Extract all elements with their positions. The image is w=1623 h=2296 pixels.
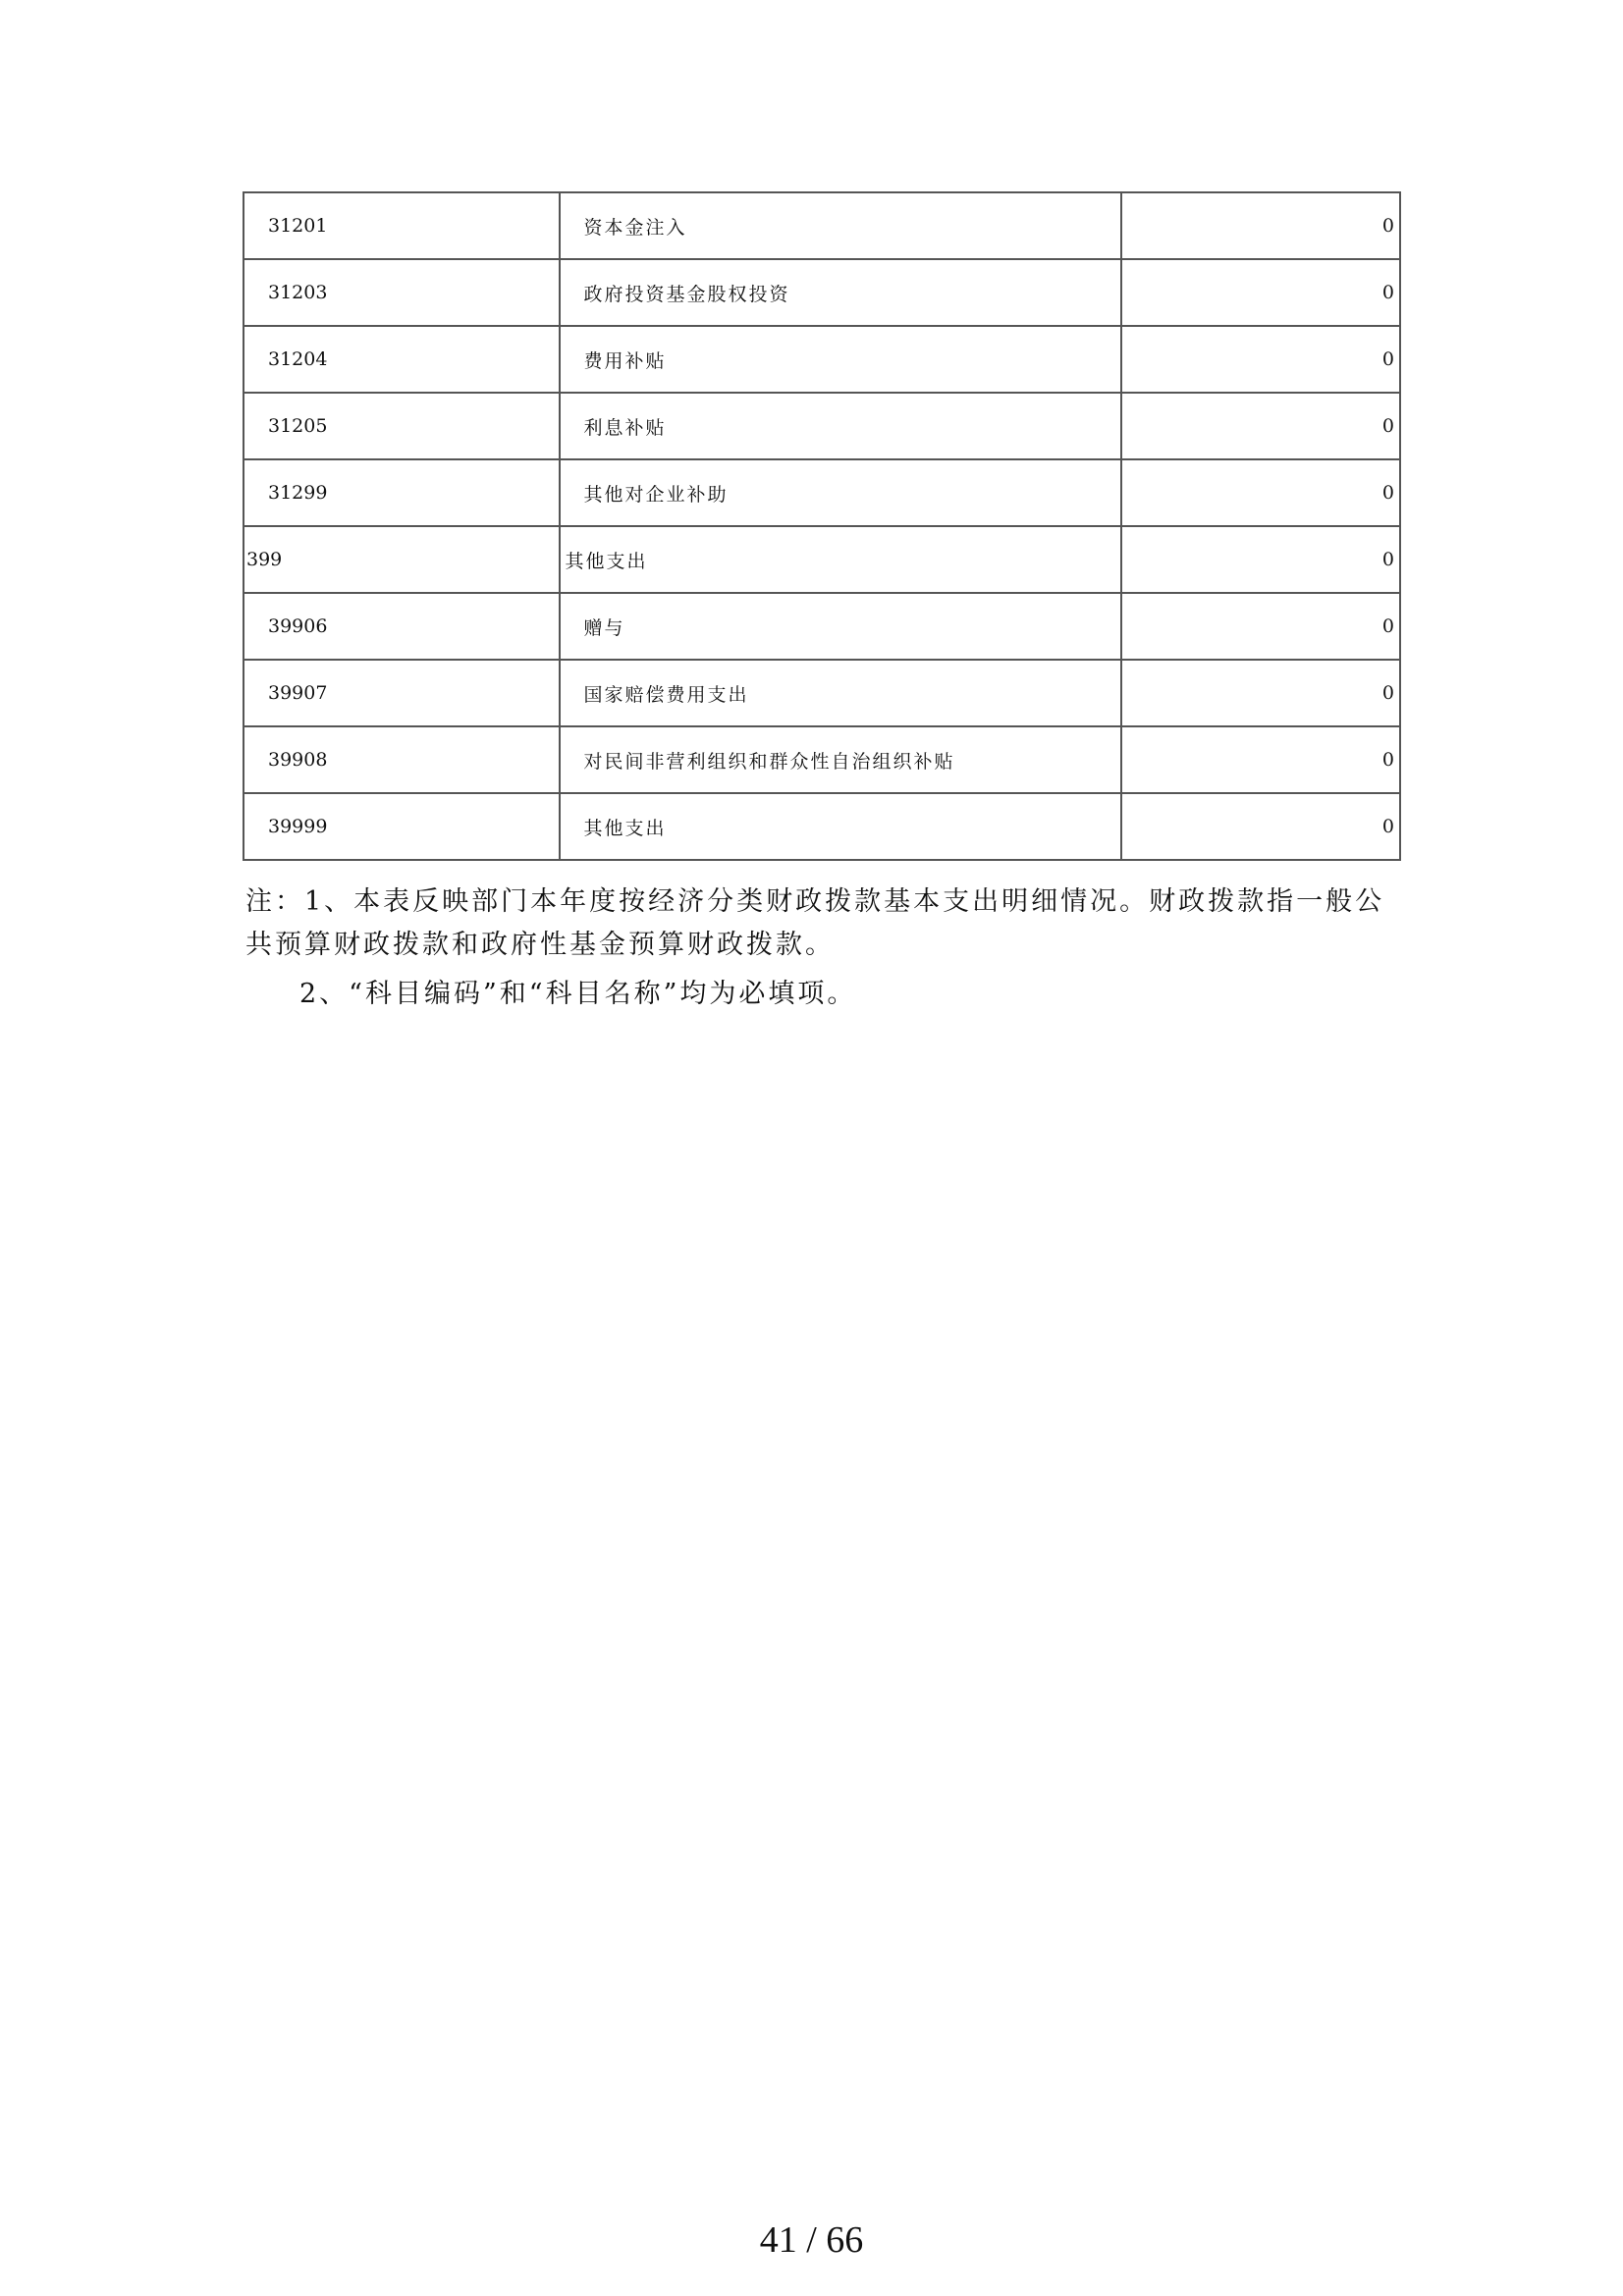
- table-row: [243, 660, 1400, 726]
- note-2: 2、“科目编码”和“科目名称”均为必填项。: [299, 979, 857, 1009]
- amount-cell: 0: [1121, 526, 1401, 593]
- subject-name-cell: 对民间非营利组织和群众性自治组织补贴: [560, 726, 1121, 793]
- amount-cell: 0: [1121, 593, 1401, 660]
- amount-cell: 0: [1121, 192, 1401, 259]
- subject-code-cell: 31299: [243, 459, 560, 526]
- subject-code-cell: 39908: [243, 726, 560, 793]
- amount-cell: 0: [1121, 259, 1401, 326]
- note-1: 注：1、本表反映部门本年度按经济分类财政拨款基本支出明细情况。财政拨款指一般公共预算财政拨款和政府性基金预算财政拨款。: [245, 886, 1385, 960]
- amount-cell: 0: [1121, 660, 1401, 726]
- amount-cell: 0: [1121, 393, 1401, 459]
- subject-code-cell: 39999: [243, 793, 560, 860]
- subject-name-cell: 其他对企业补助: [560, 459, 1121, 526]
- subject-name-cell: 资本金注入: [560, 192, 1121, 259]
- table-row: [243, 393, 1400, 459]
- table-row: [243, 326, 1400, 393]
- subject-code-cell: 31204: [243, 326, 560, 393]
- table-row: [243, 526, 1400, 593]
- table-row: [243, 793, 1400, 860]
- amount-cell: 0: [1121, 459, 1401, 526]
- subject-name-cell: 国家赔偿费用支出: [560, 660, 1121, 726]
- subject-name-cell: 其他支出: [560, 526, 1121, 593]
- subject-name-cell: 费用补贴: [560, 326, 1121, 393]
- subject-name-cell: 赠与: [560, 593, 1121, 660]
- subject-code-cell: 31201: [243, 192, 560, 259]
- subject-code-cell: 39907: [243, 660, 560, 726]
- table-row: [243, 192, 1400, 259]
- amount-cell: 0: [1121, 793, 1401, 860]
- subject-name-cell: 利息补贴: [560, 393, 1121, 459]
- expenditure-detail-table: [243, 191, 1401, 861]
- subject-code-cell: 31203: [243, 259, 560, 326]
- subject-code-cell: 399: [243, 526, 560, 593]
- page-number: 41 / 66: [759, 2219, 864, 2261]
- table-row: [243, 593, 1400, 660]
- subject-code-cell: 39906: [243, 593, 560, 660]
- amount-cell: 0: [1121, 326, 1401, 393]
- table-body: [243, 192, 1400, 860]
- table-row: [243, 459, 1400, 526]
- table-row: [243, 259, 1400, 326]
- subject-name-cell: 政府投资基金股权投资: [560, 259, 1121, 326]
- amount-cell: 0: [1121, 726, 1401, 793]
- notes: [245, 881, 1404, 1016]
- subject-name-cell: 其他支出: [560, 793, 1121, 860]
- subject-code-cell: 31205: [243, 393, 560, 459]
- table-row: [243, 726, 1400, 793]
